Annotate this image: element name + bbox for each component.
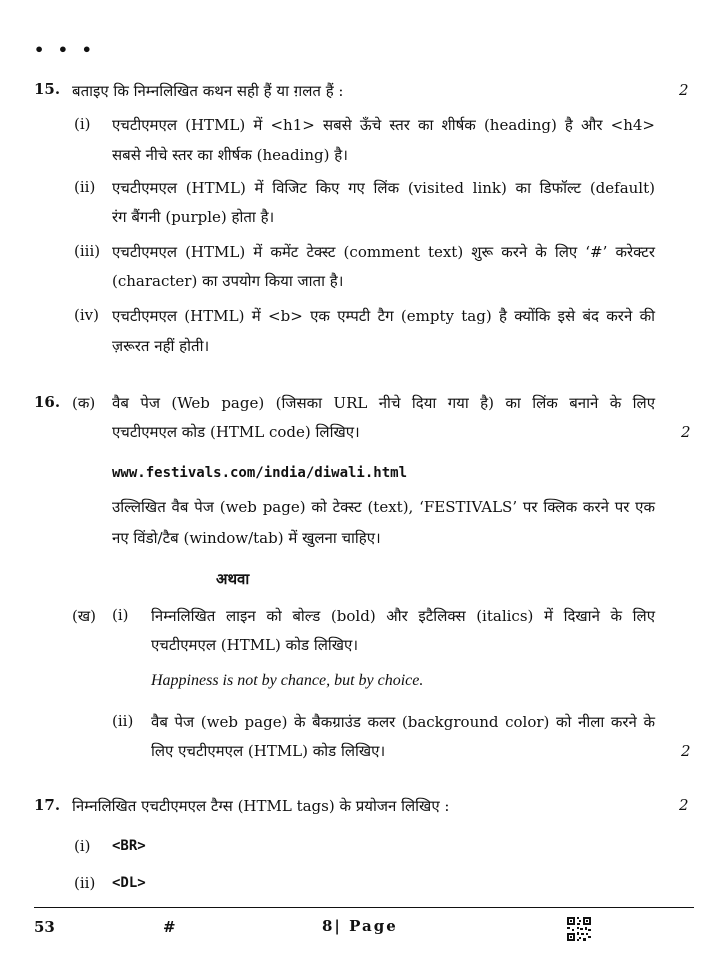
footer-divider [34, 907, 694, 908]
footer-page-number: 8| Page [322, 917, 398, 935]
q15-marks: 2 [679, 81, 689, 99]
q17-number: 17. [34, 796, 61, 814]
q15-item-label: (iv) [74, 306, 99, 324]
q16-part-a-text-cont: एचटीएमएल कोड (HTML code) लिखिए। [112, 423, 360, 441]
q16-or-label: अथवा [216, 570, 250, 588]
q16-b-ii-text: वैब पेज (web page) के बैकग्राउंड कलर (background color) को नीला करने के [151, 713, 655, 731]
footer-hash: # [163, 918, 176, 936]
footer-code: 53 [34, 918, 55, 936]
q15-item-text-cont: ज़रूरत नहीं होती। [112, 337, 210, 355]
q16-part-b-marks: 2 [681, 742, 691, 760]
q16-number: 16. [34, 393, 61, 411]
q16-url: www.festivals.com/india/diwali.html [112, 465, 408, 481]
q16-part-b-label: (ख) [72, 607, 96, 625]
q17-item-tag: <DL> [112, 875, 146, 891]
q15-prompt: बताइए कि निम्नलिखित कथन सही हैं या ग़लत हैं : [72, 82, 344, 100]
q17-marks: 2 [679, 796, 689, 814]
q16-part-a-instruction: उल्लिखित वैब पेज (web page) को टेक्स्ट (text), ‘FESTIVALS’ पर क्लिक करने पर एक [112, 498, 655, 516]
q16-b-i-text-cont: एचटीएमएल (HTML) कोड लिखिए। [151, 636, 359, 654]
q16-b-i-label: (i) [112, 606, 129, 624]
q17-item-tag: <BR> [112, 838, 146, 854]
header-dots: • • • [34, 40, 96, 59]
q16-part-a-marks: 2 [681, 423, 691, 441]
q15-item-text: एचटीएमएल (HTML) में कमेंट टेक्स्ट (comment text) शुरू करने के लिए ‘#’ करेक्टर [112, 243, 655, 261]
q17-item-label: (ii) [74, 874, 96, 892]
q15-item-text: एचटीएमएल (HTML) में <b> एक एम्पटी टैग (empty tag) है क्योंकि इसे बंद करने की [112, 307, 655, 325]
q15-number: 15. [34, 80, 61, 98]
q15-item-text-cont: सबसे नीचे स्तर का शीर्षक (heading) है। [112, 146, 348, 164]
q16-part-a-label: (क) [72, 394, 96, 412]
q15-item-text: एचटीएमएल (HTML) में विजिट किए गए लिंक (visited link) का डिफॉल्ट (default) [112, 179, 655, 197]
q15-item-label: (ii) [74, 178, 96, 196]
q16-quote: Happiness is not by chance, but by choice. [151, 672, 424, 689]
q16-part-a-instruction-cont: नए विंडो/टैब (window/tab) में खुलना चाहिए। [112, 529, 381, 547]
q15-item-label: (i) [74, 115, 91, 133]
q15-item-text: एचटीएमएल (HTML) में <h1> सबसे ऊँचे स्तर का शीर्षक (heading) है और <h4> [112, 116, 655, 134]
q16-part-a-text: वैब पेज (Web page) (जिसका URL नीचे दिया गया है) का लिंक बनाने के लिए [112, 394, 655, 412]
q17-prompt: निम्नलिखित एचटीएमएल टैग्स (HTML tags) के प्रयोजन लिखिए : [72, 797, 450, 815]
q16-b-ii-label: (ii) [112, 712, 134, 730]
q15-item-text-cont: रंग बैंगनी (purple) होता है। [112, 208, 275, 226]
qr-code-icon [567, 917, 591, 941]
q17-item-label: (i) [74, 837, 91, 855]
q16-b-ii-text-cont: लिए एचटीएमएल (HTML) कोड लिखिए। [151, 742, 386, 760]
q16-b-i-text: निम्नलिखित लाइन को बोल्ड (bold) और इटैलिक्स (italics) में दिखाने के लिए [151, 607, 655, 625]
q15-item-label: (iii) [74, 242, 101, 260]
q15-item-text-cont: (character) का उपयोग किया जाता है। [112, 272, 344, 290]
